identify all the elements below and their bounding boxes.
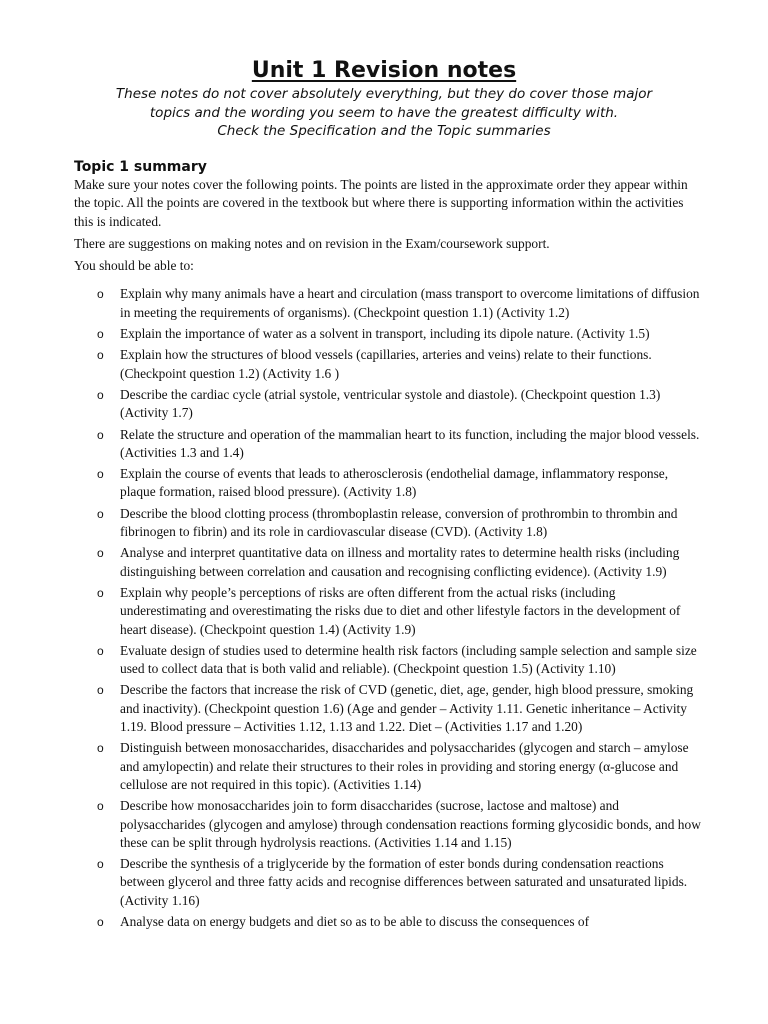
subtitle-line: These notes do not cover absolutely everything, but they do cover those major <box>115 86 653 102</box>
bullet-marker: o <box>97 643 104 658</box>
list-item-text: Distinguish between monosaccharides, disaccharides and polysaccharides (glycogen and starch – amylose and amylopectin) and relate their structures to their roles in providing and storing energy (α-glucose and cellulose are not required in this topic). (Activities 1.14) <box>120 740 689 792</box>
page-title: Unit 1 Revision notes <box>251 58 517 83</box>
intro-paragraph: You should be able to: <box>74 258 194 274</box>
list-item-text: Describe the blood clotting process (thromboplastin release, conversion of prothrombin to thrombin and fibrinogen to fibrin) and its role in cardiovascular disease (CVD). (Activity 1.8) <box>120 505 678 540</box>
list-item-text: Describe the factors that increase the risk of CVD (genetic, diet, age, gender, high blood pressure, smoking and inactivity). (Checkpoint question 1.6) (Age and gender – Activity 1.11. Genetic inheritance – Activity 1.19. Blood pressure – Activities 1.12, 1.13 and 1.22. Diet – (Activities 1.17 and 1.20) <box>120 682 694 735</box>
list-item-text: Describe how monosaccharides join to form disaccharides (sucrose, lactose and maltose) and polysaccharides (glycogen and amylose) through condensation reactions forming glycosidic bonds, and how these can be split through hydrolysis reactions. (Activities 1.14 and 1.15) <box>120 798 701 850</box>
list-item <box>74 325 704 343</box>
bullet-marker: o <box>97 348 104 363</box>
list-item <box>74 465 704 502</box>
list-item-text: Explain why many animals have a heart and circulation (mass transport to overcome limitations of diffusion in meeting the requirements of organisms). (Checkpoint question 1.1) (Activity 1.2) <box>120 286 700 320</box>
bullet-marker: o <box>97 327 104 342</box>
bullet-marker: o <box>97 585 104 600</box>
bullet-marker: o <box>97 741 104 756</box>
list-item <box>74 642 704 679</box>
bullet-marker: o <box>97 914 104 929</box>
list-item-text: Explain the importance of water as a solvent in transport, including its dipole nature. (Activity 1.5) <box>120 326 650 342</box>
bullet-marker: o <box>97 387 104 402</box>
bullet-marker: o <box>97 287 104 302</box>
bullet-marker: o <box>97 546 104 561</box>
subtitle-line: topics and the wording you seem to have the greatest difficulty with. <box>149 104 619 121</box>
list-item-text: Evaluate design of studies used to determine health risk factors (including sample selection and sample size used to collect data that is both valid and reliable). (Checkpoint question 1.5) (Activity 1.10) <box>120 642 697 677</box>
list-item <box>74 681 704 736</box>
bullet-marker: o <box>97 857 104 872</box>
list-item <box>74 855 704 910</box>
list-item-text: Analyse and interpret quantitative data on illness and mortality rates to determine health risks (including distinguishing between correlation and causation and recognising conflicting evidence). (Activity 1.9) <box>120 545 680 579</box>
list-item-text: Relate the structure and operation of the mammalian heart to its function, including the major blood vessels. (Activities 1.3 and 1.4) <box>120 426 700 460</box>
list-item <box>74 346 704 383</box>
bullet-marker: o <box>97 467 104 482</box>
list-item <box>74 426 704 463</box>
list-item-text: Analyse data on energy budgets and diet so as to be able to discuss the consequences of <box>120 913 590 929</box>
intro-paragraph: Make sure your notes cover the following points. The points are listed in the approximate order they appear within the topic. All the points are covered in the textbook but where there is supporting information within the activities this is indicated. <box>74 177 688 229</box>
bullet-marker: o <box>97 799 104 814</box>
list-item <box>74 285 704 322</box>
list-item <box>74 584 704 639</box>
intro-paragraph: There are suggestions on making notes and on revision in the Exam/coursework support. <box>74 235 550 251</box>
objectives-list <box>74 285 704 931</box>
subtitle <box>0 85 768 141</box>
list-item-text: Explain the course of events that leads to atherosclerosis (endothelial damage, inflammatory response, plaque formation, raised blood pressure). (Activity 1.8) <box>120 466 669 500</box>
bullet-marker: o <box>97 427 104 442</box>
list-item-text: Explain how the structures of blood vessels (capillaries, arteries and veins) relate to their functions. (Checkpoint question 1.2) (Activity 1.6 ) <box>120 347 652 381</box>
bullet-marker: o <box>97 683 104 698</box>
list-item <box>74 913 704 931</box>
list-item-text: Describe the synthesis of a triglyceride by the formation of ester bonds during condensation reactions between glycerol and three fatty acids and recognise differences between saturated and unsaturated lipids. (Activity 1.16) <box>120 856 688 908</box>
list-item <box>74 739 704 794</box>
list-item <box>74 386 704 423</box>
list-item <box>74 544 704 581</box>
section-body <box>74 176 704 934</box>
list-item <box>74 797 704 852</box>
list-item-text: Describe the cardiac cycle (atrial systole, ventricular systole and diastole). (Checkpoint question 1.3) (Activity 1.7) <box>120 386 661 421</box>
bullet-marker: o <box>97 506 104 521</box>
section-heading: Topic 1 summary <box>74 159 207 175</box>
subtitle-line: Check the Specification and the Topic summaries <box>217 123 551 139</box>
list-item <box>74 505 704 542</box>
list-item-text: Explain why people’s perceptions of risks are often different from the actual risks (including underestimating and overestimating the risks due to diet and other lifestyle factors in the development of heart disease). (Checkpoint question 1.4) (Activity 1.9) <box>120 584 681 637</box>
